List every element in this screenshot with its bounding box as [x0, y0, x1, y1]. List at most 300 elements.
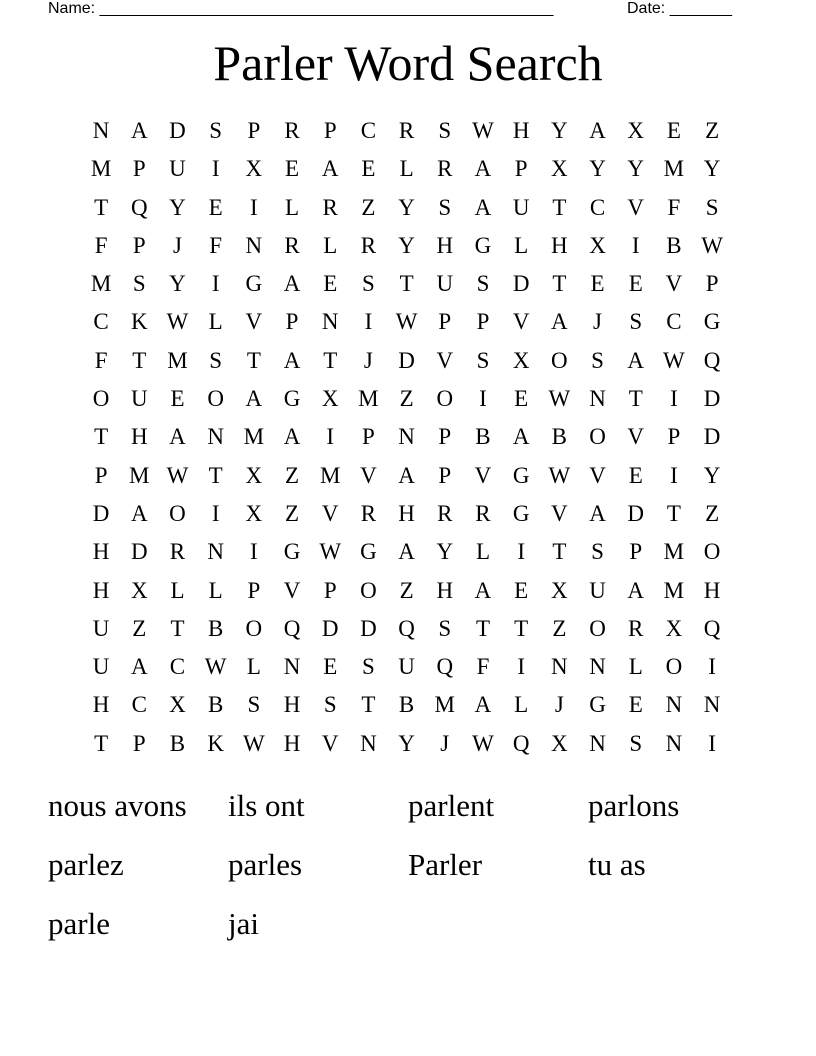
- grid-letter[interactable]: Q: [512, 730, 530, 756]
- grid-letter[interactable]: E: [170, 386, 185, 412]
- grid-letter[interactable]: L: [399, 156, 414, 182]
- grid-letter[interactable]: N: [398, 424, 415, 450]
- grid-letter[interactable]: P: [132, 232, 146, 258]
- grid-letter[interactable]: R: [322, 194, 338, 220]
- grid-letter[interactable]: A: [321, 156, 339, 182]
- grid-letter[interactable]: E: [628, 271, 643, 297]
- grid-letter[interactable]: U: [92, 654, 110, 680]
- grid-letter[interactable]: X: [551, 730, 568, 756]
- grid-letter[interactable]: P: [323, 118, 337, 143]
- grid-letter[interactable]: Y: [436, 539, 454, 565]
- grid-letter[interactable]: A: [130, 654, 148, 680]
- grid-letter[interactable]: C: [360, 118, 377, 143]
- grid-letter[interactable]: O: [169, 500, 186, 526]
- grid-letter[interactable]: A: [398, 462, 415, 488]
- grid-letter[interactable]: W: [166, 462, 189, 488]
- grid-letter[interactable]: Z: [399, 386, 414, 412]
- grid-row: [82, 150, 731, 188]
- grid-letter[interactable]: B: [475, 424, 491, 450]
- grid-letter[interactable]: W: [204, 654, 227, 680]
- grid-letter[interactable]: K: [207, 730, 224, 756]
- grid-letter[interactable]: Y: [703, 156, 721, 182]
- grid-letter[interactable]: N: [665, 692, 683, 718]
- grid-letter[interactable]: L: [246, 654, 261, 680]
- grid-letter[interactable]: P: [247, 577, 261, 603]
- grid-letter[interactable]: W: [663, 347, 685, 373]
- grid-letter[interactable]: Z: [552, 615, 567, 641]
- grid-letter[interactable]: Y: [398, 194, 415, 220]
- grid-letter[interactable]: X: [665, 615, 683, 641]
- grid-letter[interactable]: P: [514, 156, 528, 182]
- grid-letter[interactable]: N: [207, 424, 224, 450]
- grid-letter[interactable]: H: [551, 232, 568, 258]
- grid-letter[interactable]: X: [321, 386, 339, 412]
- grid-row: [82, 533, 731, 571]
- grid-letter[interactable]: G: [512, 500, 530, 526]
- grid-letter[interactable]: A: [512, 424, 530, 450]
- grid-letter[interactable]: Z: [285, 462, 300, 488]
- grid-letter[interactable]: M: [90, 156, 112, 182]
- grid-letter[interactable]: O: [436, 386, 454, 412]
- grid-letter[interactable]: A: [627, 577, 645, 603]
- grid-letter[interactable]: M: [663, 156, 685, 182]
- grid-letter[interactable]: R: [360, 232, 377, 258]
- grid-letter[interactable]: K: [130, 309, 148, 335]
- grid-letter[interactable]: A: [589, 118, 606, 143]
- grid-letter[interactable]: W: [548, 462, 571, 488]
- date-line: [627, 0, 732, 18]
- grid-letter[interactable]: P: [705, 271, 719, 297]
- grid-letter[interactable]: M: [90, 271, 112, 297]
- grid-letter[interactable]: N: [360, 730, 377, 756]
- grid-letter[interactable]: V: [245, 309, 263, 335]
- grid-letter[interactable]: A: [474, 194, 492, 220]
- grid-letter[interactable]: G: [245, 271, 263, 297]
- grid-letter[interactable]: M: [167, 347, 188, 373]
- grid-letter[interactable]: Y: [169, 194, 186, 220]
- grid-letter[interactable]: I: [708, 730, 716, 756]
- grid-letter[interactable]: A: [245, 386, 263, 412]
- grid-letter[interactable]: L: [170, 577, 185, 603]
- grid-letter[interactable]: I: [517, 654, 525, 680]
- grid-letter[interactable]: W: [242, 730, 265, 756]
- grid-letter[interactable]: U: [589, 577, 606, 603]
- grid-letter[interactable]: A: [627, 347, 645, 373]
- grid-letter[interactable]: B: [207, 615, 224, 641]
- grid-letter[interactable]: U: [92, 615, 110, 641]
- grid-letter[interactable]: Y: [398, 232, 415, 258]
- grid-letter[interactable]: Z: [132, 615, 147, 641]
- grid-letter[interactable]: L: [475, 539, 490, 565]
- grid-letter[interactable]: V: [627, 424, 645, 450]
- grid-letter[interactable]: J: [554, 692, 564, 718]
- name-label: Name:: [48, 0, 96, 17]
- grid-letter[interactable]: I: [250, 194, 258, 220]
- grid-letter[interactable]: U: [130, 386, 148, 412]
- grid-letter[interactable]: S: [629, 309, 643, 335]
- grid-letter[interactable]: E: [590, 271, 605, 297]
- grid-letter[interactable]: W: [701, 232, 723, 258]
- grid-letter[interactable]: U: [398, 654, 415, 680]
- grid-letter[interactable]: A: [283, 424, 301, 450]
- grid-letter[interactable]: Y: [703, 462, 721, 488]
- grid-letter[interactable]: S: [438, 194, 452, 220]
- grid-letter[interactable]: I: [708, 654, 716, 680]
- grid-letter[interactable]: P: [629, 539, 643, 565]
- grid-letter[interactable]: H: [436, 232, 454, 258]
- grid-letter[interactable]: M: [129, 462, 150, 488]
- grid-letter[interactable]: J: [440, 730, 450, 756]
- grid-letter[interactable]: G: [703, 309, 721, 335]
- grid-letter[interactable]: S: [629, 730, 643, 756]
- grid-letter[interactable]: I: [517, 539, 525, 565]
- grid-letter[interactable]: A: [589, 500, 606, 526]
- grid-letter[interactable]: N: [321, 309, 339, 335]
- grid-letter[interactable]: R: [628, 615, 644, 641]
- grid-letter[interactable]: D: [703, 424, 721, 450]
- grid-letter[interactable]: N: [703, 692, 721, 718]
- grid-letter[interactable]: V: [627, 194, 645, 220]
- grid-letter[interactable]: I: [250, 539, 258, 565]
- grid-letter[interactable]: T: [475, 615, 490, 641]
- grid-letter[interactable]: A: [169, 424, 186, 450]
- grid-letter[interactable]: T: [246, 347, 261, 373]
- grid-letter[interactable]: M: [434, 692, 455, 718]
- grid-letter[interactable]: T: [552, 271, 567, 297]
- grid-letter[interactable]: L: [514, 232, 529, 258]
- grid-letter[interactable]: W: [548, 386, 571, 412]
- grid-letter[interactable]: P: [132, 730, 146, 756]
- grid-letter[interactable]: O: [703, 539, 721, 565]
- grid-letter[interactable]: Z: [361, 194, 376, 220]
- grid-letter[interactable]: D: [360, 615, 377, 641]
- grid-letter[interactable]: C: [131, 692, 147, 718]
- grid-letter[interactable]: T: [399, 271, 414, 297]
- grid-letter[interactable]: T: [94, 424, 109, 450]
- grid-letter[interactable]: S: [438, 118, 452, 143]
- grid-letter[interactable]: D: [398, 347, 415, 373]
- grid-letter[interactable]: X: [551, 577, 568, 603]
- grid-letter[interactable]: R: [437, 156, 453, 182]
- grid-letter[interactable]: T: [132, 347, 147, 373]
- grid-letter[interactable]: C: [666, 309, 682, 335]
- grid-letter[interactable]: F: [209, 232, 223, 258]
- grid-letter[interactable]: J: [363, 347, 373, 373]
- grid-letter[interactable]: N: [551, 654, 568, 680]
- grid-letter[interactable]: V: [283, 577, 301, 603]
- grid-letter[interactable]: B: [398, 692, 415, 718]
- grid-letter[interactable]: P: [438, 424, 452, 450]
- grid-letter[interactable]: T: [552, 194, 567, 220]
- grid-letter[interactable]: H: [398, 500, 415, 526]
- grid-letter[interactable]: A: [283, 271, 301, 297]
- grid-letter[interactable]: H: [92, 539, 110, 565]
- grid-letter[interactable]: T: [94, 194, 109, 220]
- grid-letter[interactable]: M: [319, 462, 341, 488]
- grid-letter[interactable]: H: [703, 577, 721, 603]
- grid-letter[interactable]: A: [474, 156, 492, 182]
- grid-letter[interactable]: I: [479, 386, 487, 412]
- grid-letter[interactable]: Q: [283, 615, 301, 641]
- grid-letter[interactable]: Z: [285, 500, 300, 526]
- grid-letter[interactable]: X: [627, 118, 645, 143]
- grid-letter[interactable]: S: [247, 692, 261, 718]
- grid-letter[interactable]: G: [512, 462, 530, 488]
- grid-letter[interactable]: N: [589, 730, 606, 756]
- grid-letter[interactable]: P: [667, 424, 681, 450]
- grid-row: [82, 457, 731, 495]
- grid-letter[interactable]: N: [589, 654, 606, 680]
- grid-letter[interactable]: O: [589, 424, 606, 450]
- grid-letter[interactable]: Y: [169, 271, 186, 297]
- grid-letter[interactable]: V: [321, 730, 339, 756]
- grid-letter[interactable]: S: [591, 539, 604, 565]
- grid-letter[interactable]: S: [323, 692, 337, 718]
- grid-letter[interactable]: Y: [589, 156, 606, 182]
- grid-letter[interactable]: D: [703, 386, 721, 412]
- grid-letter[interactable]: C: [93, 309, 109, 335]
- grid-letter[interactable]: A: [283, 347, 301, 373]
- grid-letter[interactable]: A: [474, 577, 492, 603]
- grid-letter[interactable]: S: [209, 118, 223, 143]
- grid-letter[interactable]: S: [438, 615, 452, 641]
- date-blank[interactable]: _______: [669, 0, 732, 17]
- grid-letter[interactable]: X: [245, 462, 263, 488]
- grid-letter[interactable]: P: [438, 462, 452, 488]
- grid-letter[interactable]: N: [245, 232, 263, 258]
- grid-letter[interactable]: H: [436, 577, 454, 603]
- grid-letter[interactable]: S: [362, 654, 375, 680]
- grid-letter[interactable]: E: [628, 692, 643, 718]
- grid-letter[interactable]: F: [94, 347, 108, 373]
- grid-letter[interactable]: Y: [551, 118, 568, 143]
- grid-letter[interactable]: V: [512, 309, 530, 335]
- grid-letter[interactable]: P: [132, 156, 146, 182]
- grid-row: [82, 418, 731, 456]
- grid-letter[interactable]: E: [514, 386, 529, 412]
- grid-letter[interactable]: I: [670, 386, 678, 412]
- grid-letter[interactable]: B: [551, 424, 568, 450]
- grid-letter[interactable]: O: [589, 615, 606, 641]
- grid-letter[interactable]: V: [360, 462, 377, 488]
- grid-letter[interactable]: V: [665, 271, 683, 297]
- grid-letter[interactable]: S: [705, 194, 719, 220]
- grid-letter[interactable]: D: [321, 615, 339, 641]
- grid-letter[interactable]: C: [589, 194, 606, 220]
- grid-letter[interactable]: N: [207, 539, 224, 565]
- grid-letter[interactable]: W: [166, 309, 189, 335]
- grid-letter[interactable]: R: [437, 500, 453, 526]
- grid-letter[interactable]: M: [243, 424, 265, 450]
- word-list-item: parlent: [408, 788, 495, 823]
- grid-letter[interactable]: I: [364, 309, 373, 335]
- grid-letter[interactable]: Z: [705, 500, 720, 526]
- grid-letter[interactable]: C: [169, 654, 186, 680]
- grid-letter[interactable]: T: [94, 730, 109, 756]
- grid-letter[interactable]: T: [170, 615, 185, 641]
- grid-letter[interactable]: T: [666, 500, 681, 526]
- grid-row: [82, 495, 731, 533]
- grid-letter[interactable]: Y: [398, 730, 415, 756]
- grid-letter[interactable]: L: [208, 577, 223, 603]
- grid-letter[interactable]: I: [211, 156, 220, 182]
- grid-letter[interactable]: O: [360, 577, 377, 603]
- grid-letter[interactable]: D: [130, 539, 148, 565]
- grid-letter[interactable]: J: [172, 232, 182, 258]
- grid-letter[interactable]: O: [665, 654, 683, 680]
- grid-letter[interactable]: P: [362, 424, 375, 450]
- grid-letter[interactable]: N: [283, 654, 301, 680]
- grid-letter[interactable]: X: [589, 232, 606, 258]
- grid-letter[interactable]: W: [395, 309, 418, 335]
- grid-letter[interactable]: W: [472, 118, 494, 143]
- grid-letter[interactable]: G: [360, 539, 377, 565]
- grid-letter[interactable]: U: [436, 271, 454, 297]
- grid-letter[interactable]: G: [283, 386, 301, 412]
- grid-letter[interactable]: R: [398, 118, 415, 143]
- grid-letter[interactable]: H: [92, 692, 110, 718]
- grid-letter[interactable]: O: [92, 386, 110, 412]
- grid-letter[interactable]: Q: [130, 194, 148, 220]
- grid-letter[interactable]: D: [512, 271, 530, 297]
- grid-letter[interactable]: A: [130, 500, 148, 526]
- grid-letter[interactable]: X: [512, 347, 530, 373]
- grid-letter[interactable]: B: [666, 232, 682, 258]
- grid-letter[interactable]: T: [552, 539, 567, 565]
- grid-letter[interactable]: A: [398, 539, 415, 565]
- grid-letter[interactable]: Q: [436, 654, 454, 680]
- grid-letter[interactable]: P: [94, 462, 108, 488]
- grid-letter[interactable]: L: [514, 692, 529, 718]
- grid-letter[interactable]: P: [247, 118, 261, 143]
- grid-letter[interactable]: I: [631, 232, 640, 258]
- grid-letter[interactable]: A: [551, 309, 568, 335]
- grid-letter[interactable]: Z: [399, 577, 414, 603]
- grid-letter[interactable]: S: [476, 271, 490, 297]
- grid-letter[interactable]: B: [169, 730, 186, 756]
- grid-letter[interactable]: F: [667, 194, 681, 220]
- grid-letter[interactable]: T: [514, 615, 529, 641]
- grid-letter[interactable]: B: [207, 692, 224, 718]
- grid-letter[interactable]: H: [512, 118, 530, 143]
- grid-letter[interactable]: N: [92, 118, 110, 143]
- grid-letter[interactable]: T: [628, 386, 643, 412]
- grid-letter[interactable]: X: [551, 156, 568, 182]
- grid-letter[interactable]: R: [169, 539, 186, 565]
- grid-letter[interactable]: W: [319, 539, 342, 565]
- grid-letter[interactable]: E: [361, 156, 376, 182]
- grid-letter[interactable]: H: [92, 577, 110, 603]
- grid-letter[interactable]: S: [591, 347, 604, 373]
- grid-letter[interactable]: E: [323, 654, 338, 680]
- grid-letter[interactable]: P: [285, 309, 299, 335]
- grid-letter[interactable]: E: [285, 156, 300, 182]
- grid-letter[interactable]: I: [211, 500, 220, 526]
- grid-letter[interactable]: E: [208, 194, 223, 220]
- grid-letter[interactable]: H: [283, 692, 301, 718]
- grid-letter[interactable]: F: [476, 654, 490, 680]
- grid-letter[interactable]: E: [323, 271, 338, 297]
- grid-letter[interactable]: S: [362, 271, 375, 297]
- grid-letter[interactable]: V: [436, 347, 454, 373]
- grid-letter[interactable]: V: [589, 462, 606, 488]
- grid-letter[interactable]: V: [474, 462, 492, 488]
- grid-letter[interactable]: L: [323, 232, 338, 258]
- grid-letter[interactable]: X: [169, 692, 186, 718]
- grid-letter[interactable]: S: [132, 271, 146, 297]
- grid-letter[interactable]: Z: [705, 118, 720, 143]
- grid-letter[interactable]: I: [211, 271, 220, 297]
- grid-letter[interactable]: N: [589, 386, 606, 412]
- grid-letter[interactable]: L: [285, 194, 300, 220]
- grid-letter[interactable]: G: [283, 539, 301, 565]
- grid-letter[interactable]: U: [169, 156, 186, 182]
- grid-letter[interactable]: P: [438, 309, 452, 335]
- grid-letter[interactable]: S: [476, 347, 490, 373]
- grid-letter[interactable]: V: [321, 500, 339, 526]
- grid-letter[interactable]: T: [323, 347, 338, 373]
- grid-letter[interactable]: X: [245, 500, 263, 526]
- grid-letter[interactable]: N: [665, 730, 683, 756]
- grid-letter[interactable]: P: [323, 577, 337, 603]
- grid-letter[interactable]: R: [284, 118, 300, 143]
- grid-letter[interactable]: E: [666, 118, 681, 143]
- grid-letter[interactable]: S: [209, 347, 223, 373]
- grid-letter[interactable]: L: [208, 309, 223, 335]
- grid-letter[interactable]: Y: [627, 156, 645, 182]
- grid-letter[interactable]: X: [130, 577, 148, 603]
- grid-letter[interactable]: A: [474, 692, 492, 718]
- grid-letter[interactable]: D: [627, 500, 645, 526]
- grid-letter[interactable]: D: [92, 500, 110, 526]
- grid-letter[interactable]: R: [284, 232, 300, 258]
- grid-letter[interactable]: Q: [703, 615, 721, 641]
- grid-letter[interactable]: H: [130, 424, 148, 450]
- grid-letter[interactable]: P: [476, 309, 490, 335]
- grid-letter[interactable]: A: [130, 118, 148, 143]
- grid-letter[interactable]: G: [474, 232, 492, 258]
- name-blank[interactable]: ___________________________________________________: [99, 0, 554, 17]
- grid-letter[interactable]: R: [475, 500, 491, 526]
- grid-letter[interactable]: X: [245, 156, 263, 182]
- grid-letter[interactable]: R: [360, 500, 377, 526]
- grid-letter[interactable]: O: [551, 347, 568, 373]
- grid-letter[interactable]: F: [94, 232, 108, 258]
- grid-letter[interactable]: Q: [703, 347, 721, 373]
- grid-letter[interactable]: D: [169, 118, 186, 143]
- grid-letter[interactable]: W: [472, 730, 494, 756]
- grid-letter[interactable]: O: [245, 615, 263, 641]
- grid-letter[interactable]: L: [628, 654, 643, 680]
- grid-letter[interactable]: H: [283, 730, 301, 756]
- grid-letter[interactable]: J: [593, 309, 602, 335]
- grid-letter[interactable]: O: [207, 386, 224, 412]
- grid-letter[interactable]: V: [551, 500, 568, 526]
- grid-letter[interactable]: M: [663, 577, 685, 603]
- grid-letter[interactable]: Q: [398, 615, 415, 641]
- grid-letter[interactable]: M: [663, 539, 685, 565]
- grid-letter[interactable]: T: [361, 692, 376, 718]
- grid-letter[interactable]: G: [589, 692, 606, 718]
- grid-letter[interactable]: M: [358, 386, 379, 412]
- grid-letter[interactable]: I: [326, 424, 335, 450]
- grid-letter[interactable]: U: [512, 194, 530, 220]
- grid-letter[interactable]: E: [628, 462, 643, 488]
- grid-letter[interactable]: E: [514, 577, 529, 603]
- grid-letter[interactable]: T: [208, 462, 223, 488]
- word-list-item: ils ont: [228, 788, 305, 823]
- grid-letter[interactable]: I: [670, 462, 678, 488]
